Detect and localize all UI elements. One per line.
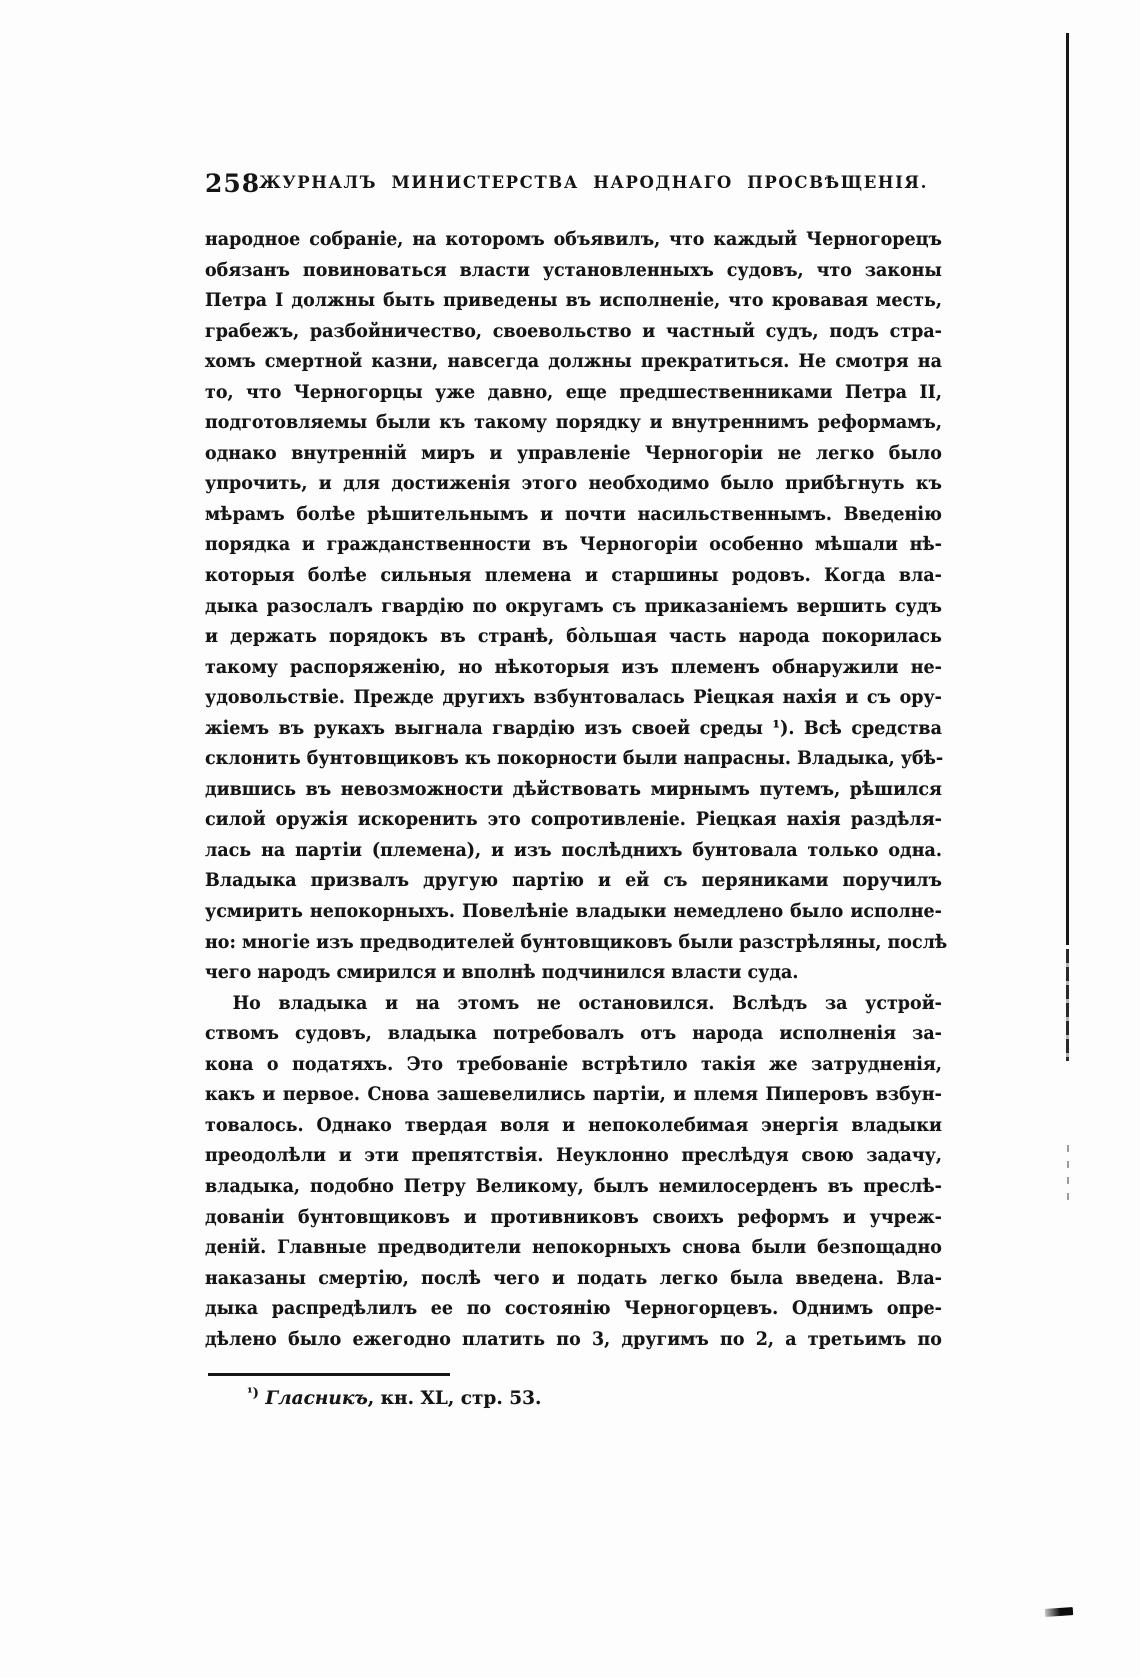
running-header bbox=[205, 169, 942, 199]
text-line: Владыка призвалъ другую партію и ей съ перяниками поручилъ bbox=[205, 869, 942, 892]
text-line: наказаны смертію, послѣ чего и подать легко была введена. Вла- bbox=[205, 1266, 942, 1289]
text-line: лась на партіи (племена), и изъ послѣднихъ бунтовала только одна. bbox=[205, 838, 942, 861]
scan-edge-line bbox=[1066, 33, 1069, 945]
footnote-marker: ¹) bbox=[247, 1385, 259, 1401]
text-line: дованіи бунтовщиковъ и противниковъ своихъ реформъ и учреж- bbox=[205, 1205, 942, 1228]
text-line: Петра I должны быть приведены въ исполненіе, что кровавая месть, bbox=[205, 289, 942, 312]
text-line: дыка разослалъ гвардію по округамъ съ приказаніемъ вершить судъ bbox=[205, 594, 942, 617]
text-line: товалось. Однако твердая воля и непоколебимая энергія владыки bbox=[205, 1113, 942, 1136]
text-line: владыка, подобно Петру Великому, былъ немилосерденъ въ преслѣ- bbox=[205, 1174, 942, 1197]
text-line: деній. Главные предводители непокорныхъ снова были безпощадно bbox=[205, 1236, 942, 1259]
text-line: то, что Черногорцы уже давно, еще предшественниками Петра II, bbox=[205, 380, 942, 403]
text-line: удовольствіе. Прежде другихъ взбунтовалась Ріецкая нахія и съ ору- bbox=[205, 686, 942, 709]
text-line: но: многіе изъ предводителей бунтовщиковъ были разстрѣляны, послѣ bbox=[205, 930, 948, 953]
text-line: которыя болѣе сильныя племена и старшины родовъ. Когда вла- bbox=[205, 564, 942, 587]
text-line: дившись въ невозможности дѣйствовать мирнымъ путемъ, рѣшился bbox=[205, 777, 942, 800]
text-line: дыка распредѣлилъ ее по состоянію Черногорцевъ. Однимъ опре- bbox=[205, 1297, 942, 1320]
body-text bbox=[205, 224, 948, 1354]
text-line: мѣрамъ болѣе рѣшительнымъ и почти насильственнымъ. Введенію bbox=[205, 502, 942, 525]
text-line: обязанъ повиноваться власти установленныхъ судовъ, что законы bbox=[205, 258, 942, 281]
text-line: Но владыка и на этомъ не остановился. Вслѣдъ за устрой- bbox=[232, 991, 942, 1014]
page-number: 258 bbox=[205, 169, 261, 198]
text-line: упрочить, и для достиженія этого необходимо было прибѣгнуть къ bbox=[205, 472, 942, 495]
text-line: такому распоряженію, но нѣкоторыя изъ племенъ обнаружили не- bbox=[205, 655, 942, 678]
text-line: чего народъ смирился и вполнѣ подчинился власти суда. bbox=[205, 961, 799, 984]
text-line: грабежъ, разбойничество, своевольство и частный судъ, подъ стра- bbox=[205, 319, 942, 342]
text-line: кона о податяхъ. Это требованіе встрѣтило такія же затрудненія, bbox=[205, 1052, 942, 1075]
footnote bbox=[205, 1385, 942, 1409]
text-line: ствомъ судовъ, владыка потребовалъ отъ народа исполненія за- bbox=[205, 1022, 942, 1045]
text-line: силой оружія искоренить это сопротивленіе. Ріецкая нахія раздѣля- bbox=[205, 808, 942, 831]
journal-title: ЖУРНАЛЪ МИНИСТЕРСТВА НАРОДНАГО ПРОСВѢЩЕНІЯ. bbox=[259, 173, 928, 192]
footnote-source-title: Гласникъ bbox=[265, 1388, 368, 1409]
text-line: жіемъ въ рукахъ выгнала гвардію изъ своей среды ¹). Всѣ средства bbox=[205, 716, 942, 739]
text-line: однако внутренній миръ и управленіе Черногоріи не легко было bbox=[205, 441, 942, 464]
scan-corner-mark bbox=[1045, 1607, 1073, 1617]
text-line: усмирить непокорныхъ. Повелѣніе владыки немедлено было исполне- bbox=[205, 900, 942, 923]
scan-edge-line-broken bbox=[1066, 949, 1069, 1061]
text-line: подготовляемы были къ такому порядку и внутреннимъ реформамъ, bbox=[205, 411, 942, 434]
text-line: хомъ смертной казни, навсегда должны прекратиться. Не смотря на bbox=[205, 350, 942, 373]
text-line: какъ и первое. Снова зашевелились партіи, и племя Пиперовъ взбун- bbox=[205, 1083, 942, 1106]
text-line: порядка и гражданственности въ Черногоріи особенно мѣшали нѣ- bbox=[205, 533, 942, 556]
footnote-separator-rule bbox=[208, 1373, 450, 1376]
text-line: преодолѣли и эти препятствія. Неуклонно преслѣдуя свою задачу, bbox=[205, 1144, 942, 1167]
text-line: и держать порядокъ въ странѣ, бо̀льшая часть народа покорилась bbox=[205, 625, 942, 648]
scan-edge-line-faint bbox=[1067, 1145, 1069, 1205]
text-line: дѣлено было ежегодно платить по 3, другимъ по 2, а третьимъ по bbox=[205, 1327, 942, 1350]
text-line: народное собраніе, на которомъ объявилъ, что каждый Черногорецъ bbox=[205, 228, 942, 250]
text-line: склонить бунтовщиковъ къ покорности были напрасны. Владыка, убѣ- bbox=[205, 747, 944, 770]
footnote-source-detail: , кн. XL, стр. 53. bbox=[367, 1388, 542, 1409]
